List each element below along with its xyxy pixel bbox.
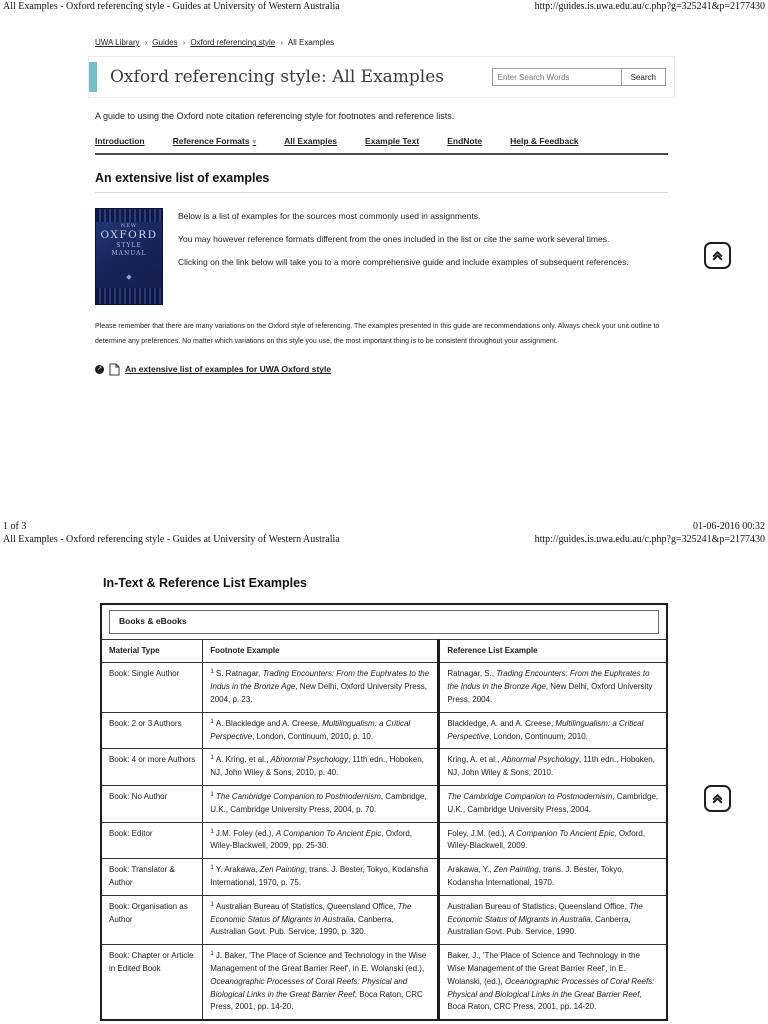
material-type-cell: Book: Chapter or Article in Edited Book	[101, 945, 203, 1020]
material-type-cell: Book: 4 or more Authors	[101, 749, 203, 786]
material-type-cell: Book: Single Author	[101, 663, 203, 712]
tab-introduction[interactable]: Introduction	[95, 136, 145, 146]
section-heading-intext-reference: In-Text & Reference List Examples	[103, 576, 308, 590]
reference-list-example-cell: Arakawa, Y., Zen Painting, trans. J. Bester, Tokyo, Kodansha International, 1970.	[439, 859, 667, 896]
chevrons-up-icon	[710, 791, 725, 806]
footnote-number: 1	[210, 950, 214, 958]
tab-all-examples[interactable]: All Examples	[284, 136, 338, 146]
book-cover-line: MANUAL	[111, 249, 147, 257]
print-footer-page1	[0, 520, 768, 532]
table-row	[101, 785, 667, 822]
footnote-number: 1	[210, 827, 214, 835]
breadcrumb-link-oxford-style[interactable]: Oxford referencing style	[190, 38, 276, 47]
print-header-url: http://guides.is.uwa.edu.au/c.php?g=325241&p=2177430	[534, 1, 765, 12]
group-header-label: Books & eBooks	[109, 610, 659, 634]
print-header-title: All Examples - Oxford referencing style - Guides at University of Western Australia	[3, 534, 340, 545]
column-header-reference-list-example: Reference List Example	[439, 639, 667, 663]
footnote-number: 1	[210, 790, 214, 798]
footnote-example-cell: $^1$ A. Blackledge and A. Creese, Multilingualism: a Critical Perspective, London, Continuum, 2010, p. 10.	[203, 712, 439, 749]
chevron-down-icon: ▾	[252, 139, 257, 146]
page2	[0, 533, 768, 1021]
material-type-cell: Book: 2 or 3 Authors	[101, 712, 203, 749]
pdf-link[interactable]: An extensive list of examples for UWA Oxford style	[125, 364, 332, 375]
table-row	[101, 712, 667, 749]
column-header-material-type: Material Type	[101, 639, 203, 663]
material-type-cell: Book: No Author	[101, 785, 203, 822]
tab-reference-formats[interactable]: Reference Formats ▾	[172, 136, 257, 146]
print-header-title: All Examples - Oxford referencing style - Guides at University of Western Australia	[3, 1, 340, 12]
footnote-number: 1	[210, 668, 214, 676]
material-type-cell: Book: Translator & Author	[101, 859, 203, 896]
search-input[interactable]	[492, 68, 622, 86]
guide-description: A guide to using the Oxford note citation referencing style for footnotes and reference lists.	[95, 111, 455, 121]
print-timestamp: 01-06-2016 00:32	[693, 521, 765, 532]
reference-list-example-cell: Foley, J.M. (ed.), A Companion To Ancient Epic, Oxford, Wiley-Blackwell, 2009.	[439, 822, 667, 859]
search-box	[492, 68, 666, 86]
tab-endnote[interactable]: EndNote	[447, 136, 483, 146]
tab-example-text[interactable]: Example Text	[365, 136, 420, 146]
table-group-header	[101, 604, 667, 639]
examples-table	[100, 603, 668, 1021]
reference-list-example-cell: Kring, A. et al., Abnormal Psychology, 11th edn., Hoboken, NJ, John Wiley & Sons, 2010.	[439, 749, 667, 786]
footnote-example-cell: $^1$ The Cambridge Companion to Postmodernism, Cambridge, U.K., Cambridge University Press, 2004, p. 70.	[203, 785, 439, 822]
table-row	[101, 895, 667, 944]
examples-intro-block	[95, 208, 668, 305]
oxford-style-manual-cover-image	[95, 208, 163, 305]
page-header-band	[88, 56, 675, 98]
print-header-url: http://guides.is.uwa.edu.au/c.php?g=325241&p=2177430	[534, 534, 765, 545]
footnote-number: 1	[210, 900, 214, 908]
table-row	[101, 859, 667, 896]
examples-paragraphs	[178, 208, 629, 305]
table-group-header-row	[101, 604, 667, 639]
variations-note: Please remember that there are many variations on the Oxford style of referencing. The examples presented in this guide are recommendations only. Always check your unit outline to determine any preferences. No matter which variations on this style you use, the most important thing is to be consistent throughout your assignment.	[95, 323, 660, 346]
table-row	[101, 749, 667, 786]
table-column-header-row	[101, 639, 667, 663]
breadcrumb	[95, 38, 675, 47]
page2-content	[100, 576, 668, 1021]
table-row	[101, 822, 667, 859]
footnote-example-cell: $^1$ J. Baker, 'The Place of Science and Technology in the Wise Management of the Great Barrier Reef', in E. Wolanski (ed.), Oceanographic Processes of Coral Reefs: Physical and Biological Links in the Great Barrier Reef, Boca Raton, CRC Press, 2001, pp. 14-20.	[203, 945, 439, 1020]
footnote-number: 1	[210, 864, 214, 872]
tab-help-feedback[interactable]: Help & Feedback	[510, 136, 579, 146]
reference-list-example-cell: The Cambridge Companion to Postmodernism, Cambridge, U.K., Cambridge University Press, 2004.	[439, 785, 667, 822]
table-row	[101, 663, 667, 712]
reference-list-example-cell: Blackledge, A. and A. Creese, Multilingualism: a Critical Perspective, London, Continuum, 2010.	[439, 712, 667, 749]
print-header-page2	[0, 533, 768, 545]
pdf-link-row	[95, 363, 668, 376]
breadcrumb-link-uwa-library[interactable]: UWA Library	[95, 38, 140, 47]
footnote-example-cell: $^1$ Australian Bureau of Statistics, Queensland Office, The Economic Status of Migrants in Australia, Canberra, Australian Govt. Pub. Service, 1990, p. 320.	[203, 895, 439, 944]
reference-list-example-cell: Baker, J., 'The Place of Science and Technology in the Wise Management of the Great Barrier Reef', in E. Wolanski, (ed.), Oceanographic Processes of Coral Reefs: Physical and Biological Links in the Great Barrier Reef, Boca Raton, CRC Press, 2001, pp. 14-20.	[439, 945, 667, 1020]
breadcrumb-link-guides[interactable]: Guides	[152, 38, 178, 47]
accent-bar	[89, 62, 97, 92]
publisher-emblem-icon: ◆	[126, 274, 132, 282]
footnote-example-cell: $^1$ A. Kring, et al., Abnormal Psychology, 11th edn., Hoboken, NJ, John Wiley & Sons, 2010, p. 40.	[203, 749, 439, 786]
scroll-to-top-button[interactable]	[704, 242, 731, 269]
print-header-page1	[0, 0, 768, 12]
search-button[interactable]: Search	[622, 68, 666, 86]
page1-content	[88, 38, 675, 376]
book-cover-line: NEW	[120, 223, 138, 229]
book-cover-line: OXFORD	[100, 229, 158, 242]
paragraph: You may however reference formats different from the ones included in the list or cite the same work several times.	[178, 234, 610, 244]
page-title: Oxford referencing style: All Examples	[110, 67, 445, 87]
footnote-example-cell: $^1$ Y. Arakawa, Zen Painting, trans. J. Bester, Tokyo, Kodansha International, 1970, p. 75.	[203, 859, 439, 896]
breadcrumb-current: All Examples	[287, 38, 335, 47]
material-type-cell: Book: Editor	[101, 822, 203, 859]
page-number: 1 of 3	[3, 521, 27, 532]
reference-list-example-cell: Ratnagar, S., Trading Encounters: From the Euphrates to the Indus in the Bronze Age, New Delhi, Oxford University Press, 2004.	[439, 663, 667, 712]
footnote-number: 1	[210, 717, 214, 725]
pdf-icon	[109, 363, 120, 376]
breadcrumb-separator: ›	[144, 38, 148, 47]
paragraph: Below is a list of examples for the sources most commonly used in assignments.	[178, 211, 481, 221]
reference-list-example-cell: Australian Bureau of Statistics, Queensland Office, The Economic Status of Migrants in Australia, Canberra, Australian Govt. Pub. Service, 1990.	[439, 895, 667, 944]
material-type-cell: Book: Organisation as Author	[101, 895, 203, 944]
book-cover-line: STYLE	[116, 242, 142, 250]
footnote-example-cell: $^1$ S. Ratnagar, Trading Encounters: From the Euphrates to the Indus in the Bronze Age, New Delhi, Oxford University Press, 2004, p. 23.	[203, 663, 439, 712]
scroll-to-top-button[interactable]	[704, 785, 731, 812]
breadcrumb-separator: ›	[182, 38, 186, 47]
footnote-example-cell: $^1$ J.M. Foley (ed.), A Companion To Ancient Epic, Oxford, Wiley-Blackwell, 2009, pp. 25-30.	[203, 822, 439, 859]
table-row	[101, 945, 667, 1020]
section-heading-examples: An extensive list of examples	[95, 171, 668, 193]
paragraph: Clicking on the link below will take you to a more comprehensive guide and include examples of subsequent references.	[178, 257, 629, 267]
popup-icon: ↗	[96, 365, 103, 372]
column-header-footnote-example: Footnote Example	[203, 639, 439, 663]
chevrons-up-icon	[710, 248, 725, 263]
breadcrumb-separator: ›	[280, 38, 283, 47]
nav-tabs	[95, 136, 668, 155]
footnote-number: 1	[210, 754, 214, 762]
